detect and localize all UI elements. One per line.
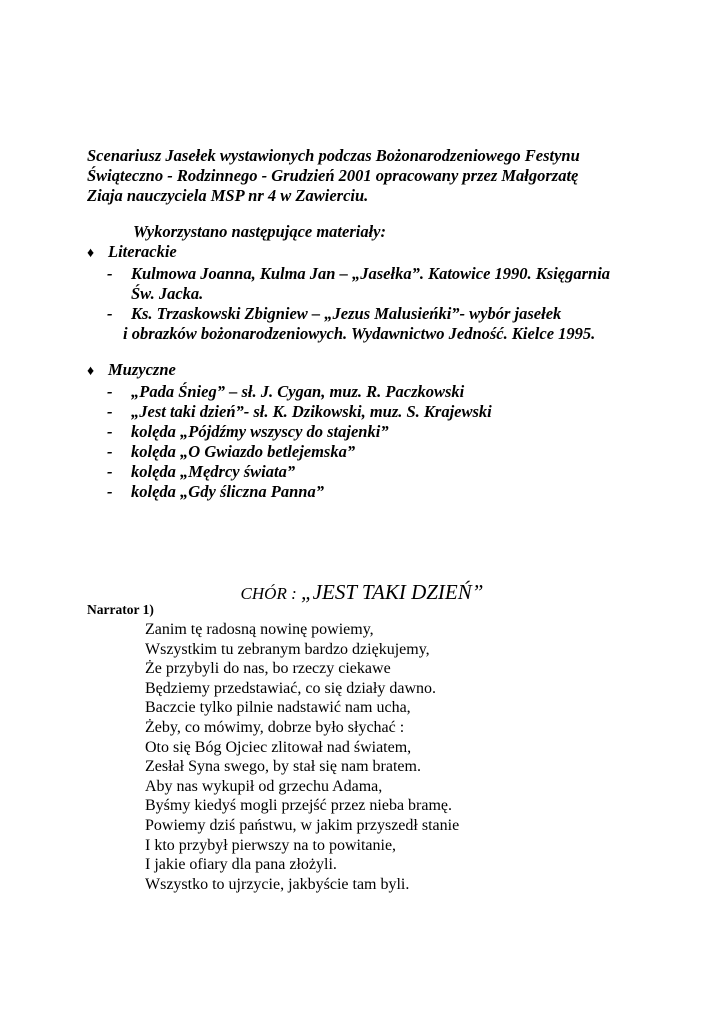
dash-marker: - bbox=[107, 402, 113, 421]
list-item-continuation: Św. Jacka. bbox=[131, 284, 204, 303]
poem-line: Baczcie tylko pilnie nadstawić nam ucha, bbox=[145, 699, 411, 717]
intro-line: Ziaja nauczyciela MSP nr 4 w Zawierciu. bbox=[87, 186, 369, 205]
poem-line: Byśmy kiedyś mogli przejść przez nieba bramę. bbox=[145, 797, 453, 815]
poem-line: Oto się Bóg Ojciec zlitował nad światem, bbox=[145, 738, 412, 756]
chor-heading-prefix: CHÓR : bbox=[240, 584, 301, 603]
list-item-text: kolęda „Pójdźmy wszyscy do stajenki” bbox=[131, 422, 389, 441]
section-label: Literackie bbox=[108, 242, 177, 261]
list-item-text: kolęda „O Gwiazdo betlejemska” bbox=[131, 442, 356, 461]
list-item-text: Kulmowa Joanna, Kulma Jan – „Jasełka”. Katowice 1990. Księgarnia bbox=[131, 264, 611, 283]
intro-line: Scenariusz Jasełek wystawionych podczas Bożonarodzeniowego Festynu bbox=[87, 146, 580, 165]
poem-line: Że przybyli do nas, bo rzeczy ciekawe bbox=[145, 660, 391, 678]
list-item-text: „Pada Śnieg” – sł. J. Cygan, muz. R. Paczkowski bbox=[131, 382, 465, 401]
list-item-continuation: i obrazków bożonarodzeniowych. Wydawnictwo Jedność. Kielce 1995. bbox=[123, 324, 596, 343]
narrator-poem bbox=[145, 620, 459, 894]
list-item bbox=[87, 382, 687, 402]
poem-line: Powiemy dziś państwu, w jakim przyszedł stanie bbox=[145, 816, 460, 834]
section-label: Muzyczne bbox=[108, 360, 176, 379]
intro-paragraph bbox=[87, 146, 647, 206]
list-item bbox=[87, 422, 687, 442]
list-item bbox=[87, 462, 687, 482]
list-item-text: kolęda „Gdy śliczna Panna” bbox=[131, 482, 324, 501]
poem-line: Będziemy przedstawiać, co się działy dawno. bbox=[145, 679, 436, 697]
poem-line: Żeby, co mówimy, dobrze było słychać : bbox=[145, 718, 405, 736]
list-item-text: „Jest taki dzień”- sł. K. Dzikowski, muz. S. Krajewski bbox=[131, 402, 492, 421]
bullet-row-literackie bbox=[87, 242, 687, 264]
poem-line: Wszystko to ujrzycie, jakbyście tam byli. bbox=[145, 875, 410, 893]
dash-marker: - bbox=[107, 382, 113, 401]
list-item bbox=[87, 482, 687, 502]
dash-marker: - bbox=[107, 422, 113, 441]
section-literackie bbox=[87, 242, 687, 344]
dash-marker: - bbox=[107, 264, 113, 283]
dash-marker: - bbox=[107, 304, 113, 323]
materials-heading: Wykorzystano następujące materiały: bbox=[133, 222, 386, 241]
list-item bbox=[87, 264, 687, 284]
diamond-bullet-icon: ♦ bbox=[87, 364, 95, 379]
list-item bbox=[87, 442, 687, 462]
dash-marker: - bbox=[107, 462, 113, 481]
poem-line: I jakie ofiary dla pana złożyli. bbox=[145, 856, 337, 874]
poem-line: I kto przybył pierwszy na to powitanie, bbox=[145, 836, 397, 854]
list-item bbox=[87, 304, 687, 324]
intro-line: Świąteczno - Rodzinnego - Grudzień 2001 opracowany przez Małgorzatę bbox=[87, 166, 579, 185]
narrator-label: Narrator 1) bbox=[87, 602, 154, 617]
section-muzyczne bbox=[87, 360, 687, 502]
dash-marker: - bbox=[107, 442, 113, 461]
list-item-text: Ks. Trzaskowski Zbigniew – „Jezus Malusieńki”- wybór jasełek bbox=[131, 304, 562, 323]
list-item-text: kolęda „Mędrcy świata” bbox=[131, 462, 296, 481]
poem-line: Aby nas wykupił od grzechu Adama, bbox=[145, 777, 383, 795]
diamond-bullet-icon: ♦ bbox=[87, 246, 95, 261]
dash-marker: - bbox=[107, 482, 113, 501]
poem-line: Zanim tę radosną nowinę powiemy, bbox=[145, 621, 374, 638]
list-item bbox=[87, 402, 687, 422]
bullet-row-muzyczne bbox=[87, 360, 687, 382]
chor-heading-title: „JEST TAKI DZIEŃ” bbox=[301, 580, 484, 604]
poem-line: Wszystkim tu zebranym bardzo dziękujemy, bbox=[145, 640, 430, 658]
poem-line: Zesłał Syna swego, by stał się nam bratem. bbox=[145, 758, 421, 776]
